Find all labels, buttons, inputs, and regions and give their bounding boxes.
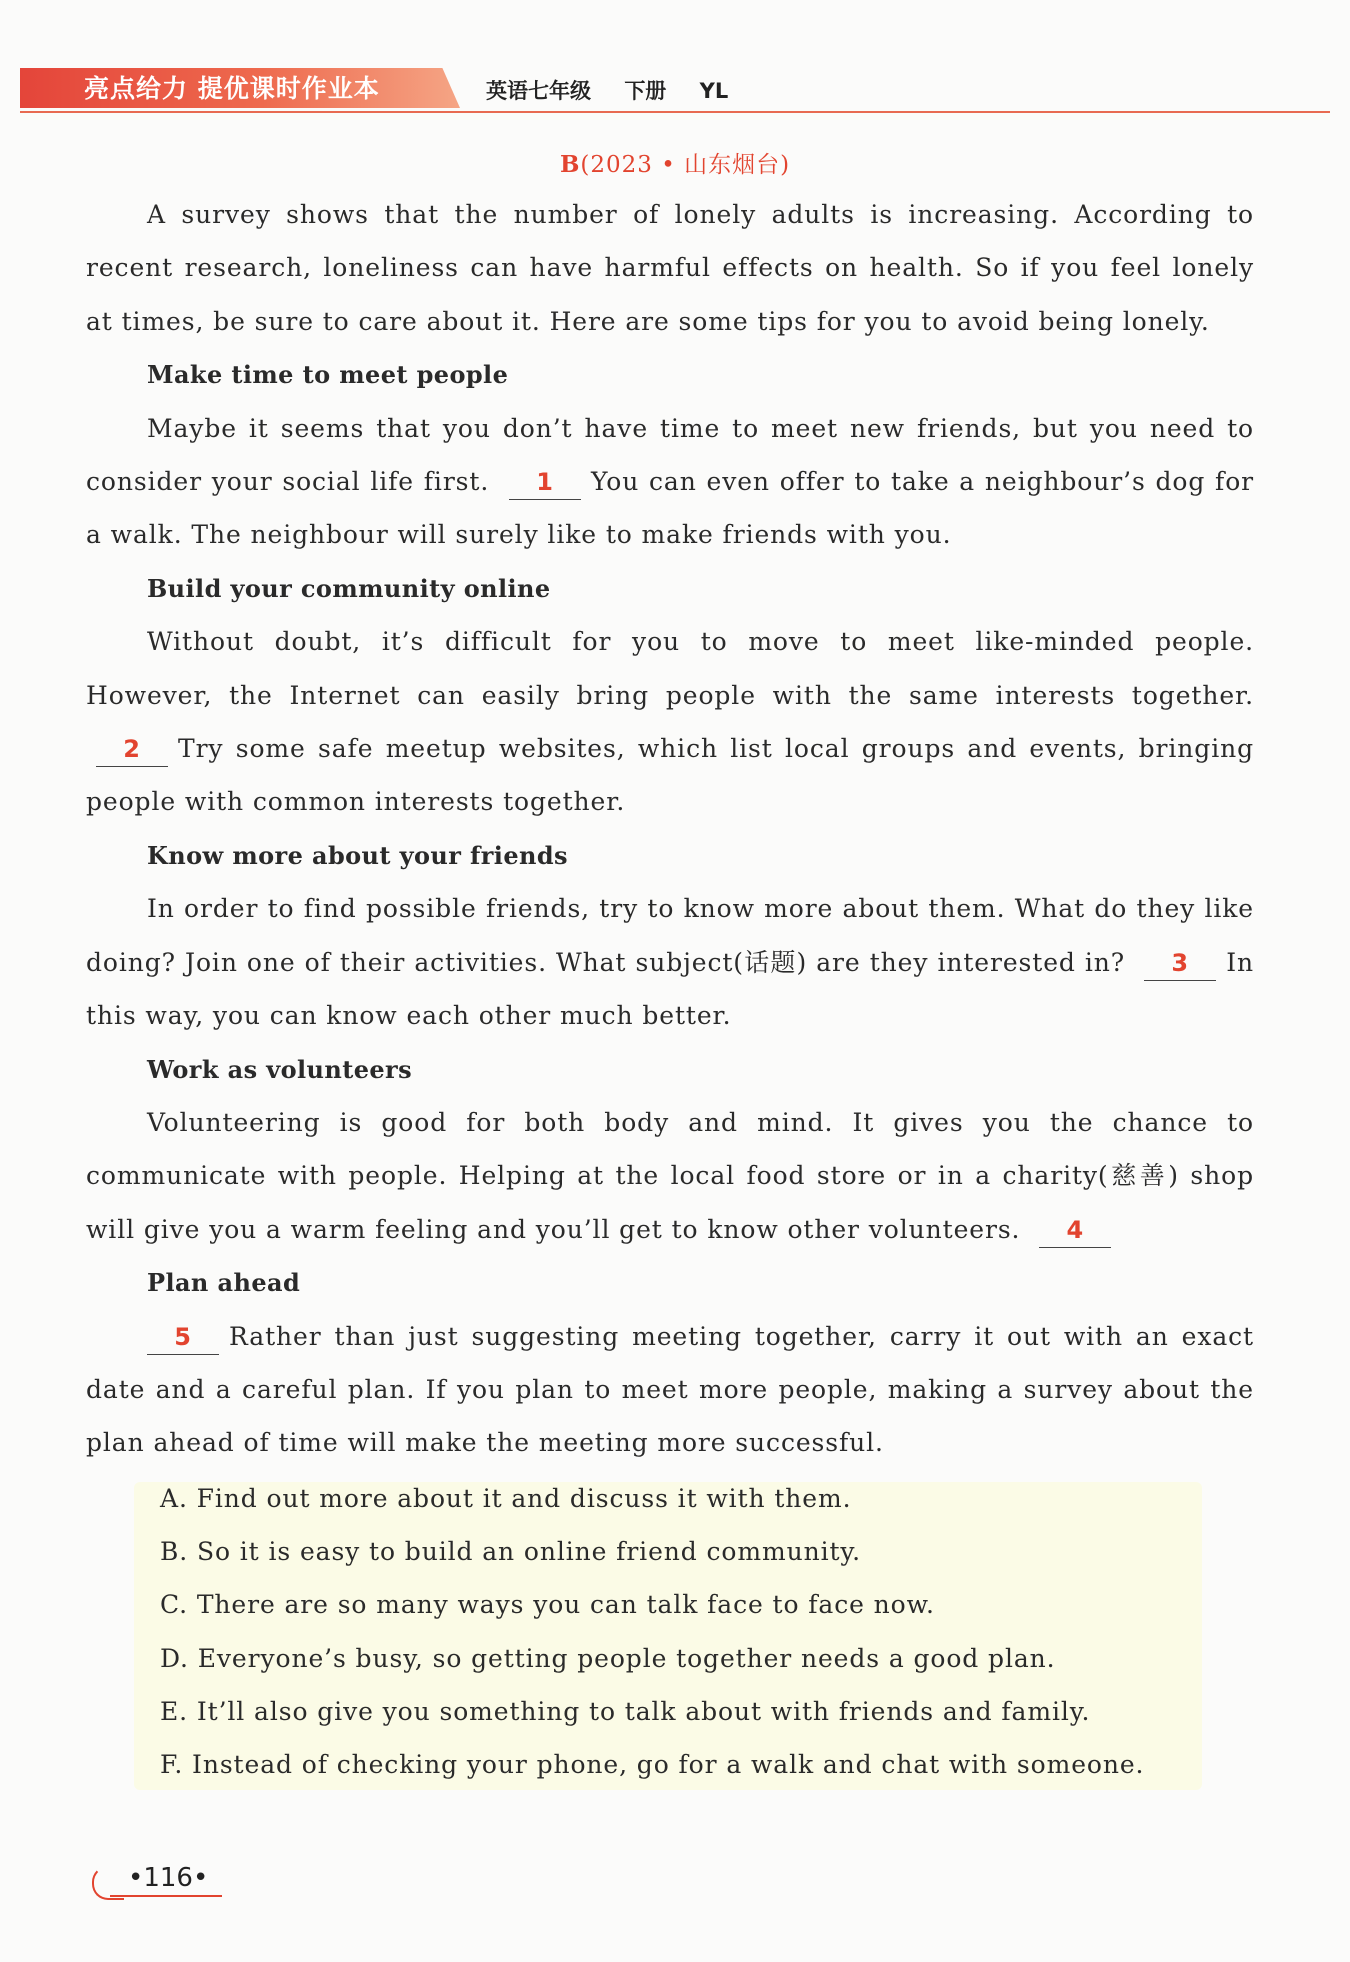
option-c: C. There are so many ways you can talk face to face now. [160, 1590, 935, 1619]
option-e: E. It’ll also give you something to talk about with friends and family. [160, 1697, 1091, 1726]
paragraph-3-after: In this way, you can know each other much better. [86, 947, 1254, 1031]
paragraph-1 [86, 402, 1254, 562]
passage [86, 188, 1254, 1470]
section-letter: B [559, 151, 581, 178]
paragraph-2-before: Without doubt, it’s difficult for you to move to meet like-minded people. However, the Internet can easily bring people with the same interests together. [86, 627, 1254, 710]
paragraph-3 [86, 882, 1254, 1042]
option-d: D. Everyone’s busy, so getting people together needs a good plan. [160, 1644, 1056, 1673]
heading-know-friends: Know more about your friends [147, 840, 568, 870]
subject-label: 英语七年级 [486, 79, 591, 103]
answer-blank-1[interactable]: 1 [509, 469, 581, 500]
paragraph-5 [86, 1310, 1254, 1470]
paragraph-5-after: Rather than just suggesting meeting together, carry it out with an exact date and a careful plan. If you plan to meet more people, making a survey about the plan ahead of time will make the meeting more successful. [86, 1321, 1254, 1458]
section-source: (2023 • 山东烟台) [580, 152, 791, 178]
answer-blank-3[interactable]: 3 [1144, 950, 1216, 981]
answer-blank-4[interactable]: 4 [1039, 1217, 1111, 1248]
paragraph-1-after: You can even offer to take a neighbour’s dog for a walk. The neighbour will surely like to make friends with you. [86, 467, 1255, 550]
book-brand-title: 亮点给力 提优课时作业本 [84, 74, 380, 103]
option-b: B. So it is easy to build an online friend community. [160, 1537, 861, 1566]
heading-plan-ahead: Plan ahead [147, 1268, 301, 1298]
heading-volunteers: Work as volunteers [147, 1054, 413, 1084]
page-number: •116• [128, 1863, 209, 1893]
paragraph-1-before: Maybe it seems that you don’t have time to meet new friends, but you need to consider your social life first. [86, 413, 1254, 497]
intro-paragraph: A survey shows that the number of lonely adults is increasing. According to recent research, loneliness can have harmful effects on health. So if you feel lonely at times, be sure to care about it. Here are some tips for you to avoid being lonely. [86, 200, 1254, 336]
option-f: F. Instead of checking your phone, go for a walk and chat with someone. [160, 1750, 1145, 1779]
paragraph-2 [86, 615, 1254, 829]
volume-label: 下册 [624, 79, 667, 103]
paragraph-3-before: In order to find possible friends, try to know more about them. What do they like doing? Join one of their activities. What subject(话题) are they interested in? [86, 894, 1254, 977]
section-title [0, 146, 1350, 179]
footer-underline [110, 1895, 222, 1897]
answer-blank-5[interactable]: 5 [147, 1324, 219, 1355]
paragraph-4-before: Volunteering is good for both body and mind. It gives you the chance to communicate with people. Helping at the local food store or in a charity(慈善) shop will give you a warm feeling and you’ll get to know other volunteers. [86, 1107, 1254, 1244]
heading-community-online: Build your community online [147, 573, 551, 603]
header-divider [20, 111, 1330, 113]
heading-meet-people: Make time to meet people [147, 360, 509, 390]
answer-blank-2[interactable]: 2 [96, 736, 168, 767]
option-a: A. Find out more about it and discuss it with them. [160, 1484, 852, 1513]
book-info [486, 74, 754, 108]
options-box [134, 1482, 1202, 1790]
edition-label: YL [699, 79, 729, 103]
paragraph-4 [86, 1096, 1254, 1256]
paragraph-2-after: Try some safe meetup websites, which list local groups and events, bringing people with common interests together. [86, 734, 1254, 817]
